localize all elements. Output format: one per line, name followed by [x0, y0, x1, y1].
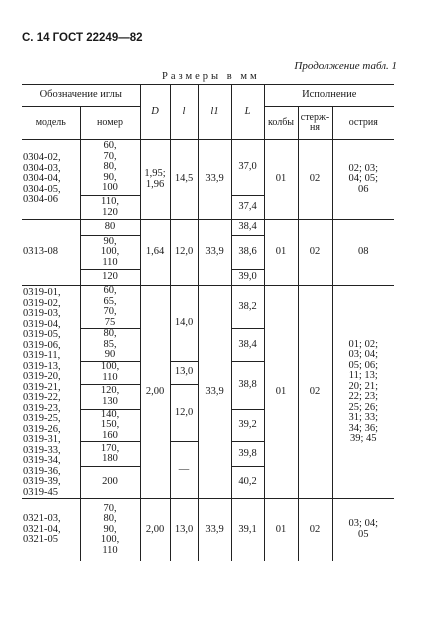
group3-L-f: 40,2	[231, 467, 264, 499]
group3-flask: 01	[264, 286, 298, 499]
group3-L-e: 39,8	[231, 442, 264, 467]
group3-L-b: 38,4	[231, 329, 264, 362]
group4-tip: 03; 04; 05	[332, 499, 394, 561]
group1-L-b: 37,4	[231, 196, 264, 220]
needle-dimensions-table	[22, 84, 394, 561]
group1-l: 14,5	[170, 140, 198, 220]
group2-l: 12,0	[170, 220, 198, 286]
header-needle-designation: Обозначение иглы	[22, 85, 140, 107]
group3-l-d: —	[170, 442, 198, 499]
group3-tip: 01; 02; 03; 04; 05; 06; 11; 13; 20; 21; 22; 23; 25; 26; 31; 33; 34; 36; 39; 45	[332, 286, 394, 499]
group2-l1: 33,9	[198, 220, 231, 286]
group3-L-d: 39,2	[231, 409, 264, 442]
group3-l1: 33,9	[198, 286, 231, 499]
group1-D: 1,95; 1,96	[140, 140, 170, 220]
page-header: С. 14 ГОСТ 22249—82	[22, 32, 143, 44]
group2-L-b: 38,6	[231, 236, 264, 270]
group4-l1: 33,9	[198, 499, 231, 561]
header-number: номер	[80, 107, 140, 140]
header-l1: l1	[198, 85, 231, 140]
group1-flask: 01	[264, 140, 298, 220]
group3-l-b: 13,0	[170, 361, 198, 384]
group1-l1: 33,9	[198, 140, 231, 220]
group2-numbers-c: 120	[80, 270, 140, 286]
header-rod: стерж- ня	[298, 107, 332, 140]
group3-models: 0319-01, 0319-02, 0319-03, 0319-04, 0319-05, 0319-06, 0319-11, 0319-13, 0319-20, 0319-21, 0319-22, 0319-23, 0319-25, 0319-26, 0319-31, 0319-33, 0319-34, 0319-36, 0319-39, 0319-45	[22, 286, 80, 499]
group2-D: 1,64	[140, 220, 170, 286]
group3-D: 2,00	[140, 286, 170, 499]
header-D: D	[140, 85, 170, 140]
group3-numbers-g: 200	[80, 467, 140, 499]
header-tip: острия	[332, 107, 394, 140]
group4-flask: 01	[264, 499, 298, 561]
group4-numbers: 70, 80, 90, 100, 110	[80, 499, 140, 561]
group4-models: 0321-03, 0321-04, 0321-05	[22, 499, 80, 561]
group4-L: 39,1	[231, 499, 264, 561]
group1-models: 0304-02, 0304-03, 0304-04, 0304-05, 0304-06	[22, 140, 80, 220]
header-execution: Исполнение	[264, 85, 394, 107]
group3-rod: 02	[298, 286, 332, 499]
group3-l-c: 12,0	[170, 384, 198, 442]
header-L: L	[231, 85, 264, 140]
group3-numbers-c: 100, 110	[80, 361, 140, 384]
group1-numbers-a: 60, 70, 80, 90, 100	[80, 140, 140, 196]
group3-numbers-f: 170, 180	[80, 442, 140, 467]
group1-rod: 02	[298, 140, 332, 220]
units-caption: Размеры в мм	[162, 71, 260, 82]
group2-flask: 01	[264, 220, 298, 286]
group2-L-a: 38,4	[231, 220, 264, 236]
group2-tip: 08	[332, 220, 394, 286]
group3-numbers-b: 80, 85, 90	[80, 329, 140, 362]
group1-tip: 02; 03; 04; 05; 06	[332, 140, 394, 220]
group1-L-a: 37,0	[231, 140, 264, 196]
group3-L-a: 38,2	[231, 286, 264, 329]
group2-L-c: 39,0	[231, 270, 264, 286]
header-flask: колбы	[264, 107, 298, 140]
header-model: модель	[22, 107, 80, 140]
group3-numbers-d: 120, 130	[80, 384, 140, 409]
group1-numbers-b: 110, 120	[80, 196, 140, 220]
header-l: l	[170, 85, 198, 140]
group2-models: 0313-08	[22, 220, 80, 286]
group3-L-c: 38,8	[231, 361, 264, 409]
group3-numbers-a: 60, 65, 70, 75	[80, 286, 140, 329]
group2-rod: 02	[298, 220, 332, 286]
group2-numbers-b: 90, 100, 110	[80, 236, 140, 270]
group4-D: 2,00	[140, 499, 170, 561]
group2-numbers-a: 80	[80, 220, 140, 236]
group3-numbers-e: 140, 150, 160	[80, 409, 140, 442]
group3-l-a: 14,0	[170, 286, 198, 362]
continuation-caption: Продолжение табл. 1	[294, 60, 397, 72]
group4-rod: 02	[298, 499, 332, 561]
group4-l: 13,0	[170, 499, 198, 561]
